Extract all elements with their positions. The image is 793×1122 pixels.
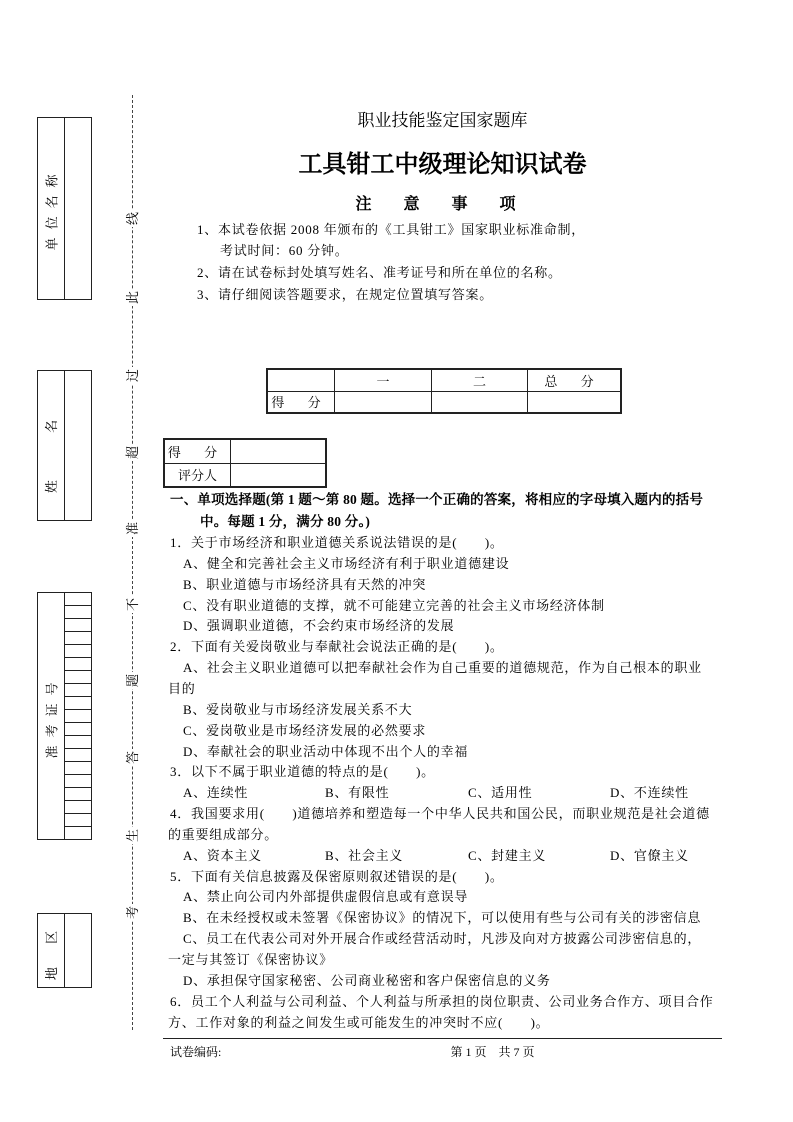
score-header-empty — [267, 369, 335, 391]
answer-option: D、官僚主义 — [610, 847, 689, 863]
exam-id-digit-cell[interactable] — [65, 658, 91, 671]
cut-line — [132, 95, 133, 1030]
grader-score-cell[interactable] — [231, 439, 327, 463]
exam-id-digit-cell[interactable] — [65, 645, 91, 658]
answer-option: B、社会主义 — [325, 847, 404, 863]
unit-name-label: 单位名称 — [44, 166, 60, 251]
page-title: 工具钳工中级理论知识试卷 — [298, 152, 587, 178]
exam-id-digit-cell[interactable] — [65, 762, 91, 775]
cut-line-char: 超 — [125, 446, 140, 460]
exam-id-digit-cell[interactable] — [65, 697, 91, 710]
exam-id-digit-cell[interactable] — [65, 710, 91, 723]
exam-id-digit-cell[interactable] — [65, 775, 91, 788]
notice-1: 1、本试卷依据 2008 年颁布的《工具钳工》国家职业标准命制， — [197, 222, 586, 237]
exam-id-digit-cell[interactable] — [65, 606, 91, 619]
answer-option: D、不连续性 — [610, 785, 689, 801]
answer-option: B、职业道德与市场经济具有天然的冲突 — [183, 576, 427, 592]
exam-id-digit-cell[interactable] — [65, 814, 91, 827]
grader-label: 评分人 — [164, 463, 231, 487]
text-continuation: 的重要组成部分。 — [168, 826, 279, 842]
question-text: 6．员工个人利益与公司利益、个人利益与所承担的岗位职责、公司业务合作方、项目合作 — [170, 993, 714, 1009]
cut-line-char: 此 — [125, 291, 140, 305]
answer-option: A、社会主义职业道德可以把奉献社会作为自己重要的道德规范，作为自己根本的职业 — [183, 660, 702, 676]
question-text: 3．以下不属于职业道德的特点的是( )。 — [170, 764, 435, 780]
notice-title: 注 意 事 项 — [355, 196, 530, 213]
exam-id-digit-cell[interactable] — [65, 736, 91, 749]
notice-1-cont: 考试时间：60 分钟。 — [220, 243, 349, 258]
cut-line-char: 准 — [125, 522, 140, 536]
score-row-label: 得 分 — [267, 391, 335, 413]
cut-line-char: 考 — [125, 906, 140, 920]
notice-3: 3、请仔细阅读答题要求，在规定位置填写答案。 — [197, 287, 494, 302]
grader-score-label: 得 分 — [164, 439, 231, 463]
name-box[interactable] — [37, 370, 92, 521]
exam-id-label: 准考证号 — [44, 673, 60, 759]
exam-id-digit-cell[interactable] — [65, 723, 91, 736]
cut-line-char: 不 — [125, 598, 140, 612]
score-header-part2: 二 — [432, 369, 528, 391]
notice-2: 2、请在试卷标封处填写姓名、准考证号和所在单位的名称。 — [197, 265, 562, 280]
score-header-part1: 一 — [335, 369, 432, 391]
answer-option: A、资本主义 — [183, 847, 262, 863]
name-label: 姓 名 — [44, 397, 60, 494]
grader-table — [163, 438, 327, 488]
region-label: 地 区 — [44, 920, 60, 981]
cut-line-char: 生 — [125, 829, 140, 843]
answer-option: B、在未经授权或未签署《保密协议》的情况下，可以使用有些与公司有关的涉密信息 — [183, 910, 702, 926]
text-continuation: 目的 — [168, 680, 196, 696]
answer-option: A、连续性 — [183, 785, 249, 801]
exam-id-digit-cell[interactable] — [65, 671, 91, 684]
exam-id-digit-cells[interactable] — [65, 593, 91, 839]
cut-line-char: 过 — [125, 369, 140, 383]
question-text: 1．关于市场经济和职业道德关系说法错误的是( )。 — [170, 535, 504, 550]
divider — [64, 914, 65, 987]
section-heading-cont: 中。每题 1 分，满分 80 分。) — [200, 514, 371, 529]
answer-option: A、健全和完善社会主义市场经济有利于职业道德建设 — [183, 555, 510, 571]
exam-id-digit-cell[interactable] — [65, 801, 91, 814]
exam-id-digit-cell[interactable] — [65, 684, 91, 697]
text-continuation: 一定与其签订《保密协议》 — [168, 952, 334, 967]
exam-id-digit-cell[interactable] — [65, 749, 91, 762]
exam-id-label-cell — [38, 593, 64, 839]
answer-option: D、承担保守国家秘密、公司商业秘密和客户保密信息的义务 — [183, 972, 551, 988]
exam-id-digit-cell[interactable] — [65, 619, 91, 632]
cut-line-char: 答 — [125, 751, 140, 765]
subtitle: 职业技能鉴定国家题库 — [357, 111, 528, 130]
answer-option: C、爱岗敬业是市场经济发展的必然要求 — [183, 722, 427, 738]
answer-option: C、没有职业道德的支撑，就不可能建立完善的社会主义市场经济体制 — [183, 597, 605, 613]
exam-id-box[interactable] — [37, 592, 92, 840]
question-text: 2．下面有关爱岗敬业与奉献社会说法正确的是( )。 — [170, 639, 504, 655]
answer-option: C、封建主义 — [468, 847, 547, 863]
footer-rule — [163, 1038, 722, 1039]
region-box[interactable] — [37, 913, 92, 988]
page-info: 第 1 页 共 7 页 — [450, 1045, 535, 1059]
region-label-cell — [38, 914, 64, 987]
score-table — [266, 368, 622, 414]
exam-id-digit-cell[interactable] — [65, 593, 91, 606]
exam-id-digit-cell[interactable] — [65, 827, 91, 839]
exam-id-digit-cell[interactable] — [65, 788, 91, 801]
grader-cell[interactable] — [231, 463, 327, 487]
cut-line-char: 线 — [125, 212, 140, 226]
score-cell-total[interactable] — [528, 391, 622, 413]
answer-option: C、员工在代表公司对外开展合作或经营活动时，凡涉及向对方披露公司涉密信息的， — [183, 931, 702, 947]
answer-option: D、奉献社会的职业活动中体现不出个人的幸福 — [183, 743, 469, 759]
score-cell-part1[interactable] — [335, 391, 432, 413]
score-cell-part2[interactable] — [432, 391, 528, 413]
cut-line-char: 题 — [125, 674, 140, 688]
answer-option: B、有限性 — [325, 785, 390, 801]
score-header-total: 总 分 — [528, 369, 622, 391]
answer-option: C、适用性 — [468, 785, 533, 801]
exam-id-digit-cell[interactable] — [65, 632, 91, 645]
answer-option: B、爱岗敬业与市场经济发展关系不大 — [183, 701, 413, 717]
question-text: 5．下面有关信息披露及保密原则叙述错误的是( )。 — [170, 868, 504, 884]
question-text: 4．我国要求用( )道德培养和塑造每一个中华人民共和国公民，而职业规范是社会道德 — [170, 806, 710, 822]
section-heading: 一、单项选择题(第 1 题～第 80 题。选择一个正确的答案，将相应的字母填入题内的括号 — [170, 492, 704, 507]
text-continuation: 方、工作对象的利益之间发生或可能发生的冲突时不应( )。 — [168, 1014, 550, 1030]
answer-option: A、禁止向公司内外部提供虚假信息或有意误导 — [183, 889, 469, 905]
name-label-cell — [38, 371, 64, 520]
paper-code-label: 试卷编码: — [170, 1045, 222, 1059]
divider — [64, 371, 65, 520]
answer-option: D、强调职业道德，不会约束市场经济的发展 — [183, 618, 455, 634]
